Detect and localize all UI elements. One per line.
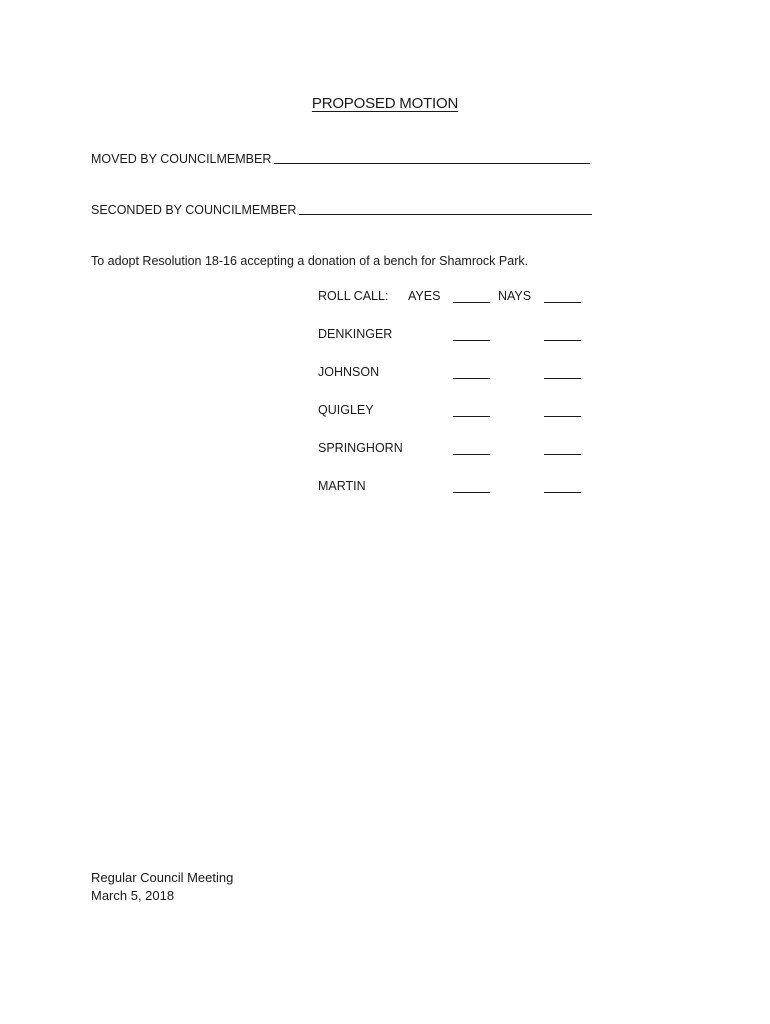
- nay-blank: [544, 416, 581, 417]
- aye-blank: [453, 454, 490, 455]
- moved-by-row: [91, 152, 590, 166]
- page-title: PROPOSED MOTION: [311, 95, 459, 112]
- nay-blank: [544, 378, 581, 379]
- nay-blank: [544, 454, 581, 455]
- meeting-date: March 5, 2018: [91, 888, 175, 903]
- member-name: JOHNSON: [318, 365, 380, 379]
- aye-blank: [453, 492, 490, 493]
- member-name: QUIGLEY: [318, 403, 374, 417]
- roll-call-member-row: [318, 441, 618, 479]
- roll-call-member-row: [318, 479, 618, 517]
- roll-call-header-row: [318, 289, 618, 327]
- seconded-by-label: SECONDED BY COUNCILMEMBER: [91, 203, 297, 217]
- moved-by-blank: [274, 162, 590, 164]
- roll-call-label: ROLL CALL:: [318, 289, 389, 303]
- member-name: SPRINGHORN: [318, 441, 403, 455]
- member-name: DENKINGER: [318, 327, 393, 341]
- resolution-text: To adopt Resolution 18-16 accepting a donation of a bench for Shamrock Park.: [91, 254, 529, 268]
- aye-blank: [453, 378, 490, 379]
- roll-call-member-row: [318, 327, 618, 365]
- ayes-label: AYES: [408, 289, 441, 303]
- roll-call-member-row: [318, 365, 618, 403]
- ayes-total-blank: [453, 302, 490, 303]
- roll-call-table: [318, 289, 618, 517]
- seconded-by-blank: [299, 213, 592, 215]
- footer: [91, 869, 233, 905]
- nays-label: NAYS: [498, 289, 532, 303]
- aye-blank: [453, 340, 490, 341]
- roll-call-member-row: [318, 403, 618, 441]
- moved-by-label: MOVED BY COUNCILMEMBER: [91, 152, 272, 166]
- nay-blank: [544, 340, 581, 341]
- nays-total-blank: [544, 302, 581, 303]
- aye-blank: [453, 416, 490, 417]
- member-name: MARTIN: [318, 479, 366, 493]
- meeting-name: Regular Council Meeting: [91, 870, 234, 885]
- seconded-by-row: [91, 203, 592, 217]
- nay-blank: [544, 492, 581, 493]
